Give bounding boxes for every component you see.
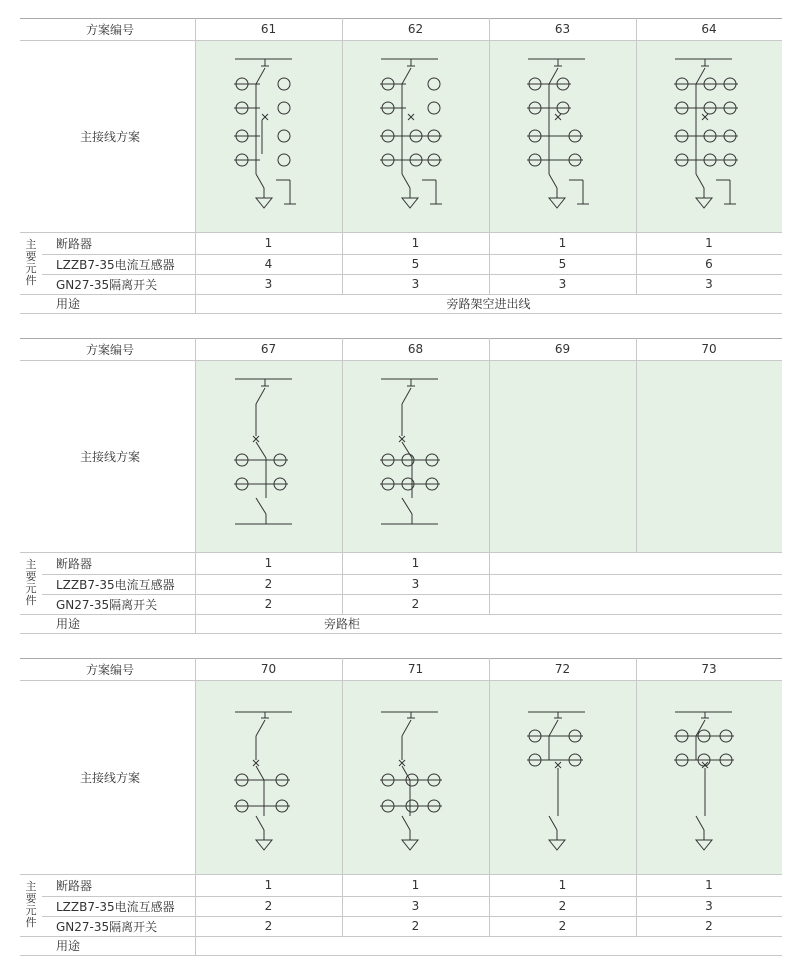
ct-count: 2: [264, 577, 273, 591]
ct-count: 5: [558, 257, 567, 271]
scheme-number: 68: [407, 342, 424, 356]
ct-label: LZZB7-35电流互感器: [56, 577, 175, 592]
wiring-label: 主接线方案: [79, 449, 140, 464]
switch-count: 3: [264, 277, 273, 291]
scheme-number: 73: [701, 662, 717, 676]
switch-count: 2: [411, 919, 420, 933]
breaker-count: 1: [558, 236, 567, 250]
breaker-count: 1: [411, 556, 420, 570]
usage-label: 用途: [56, 297, 81, 311]
scheme-no-label: 方案编号: [85, 342, 134, 357]
scheme-table-3: [20, 656, 782, 956]
breaker-count: 1: [264, 878, 273, 892]
scheme-number: 67: [260, 342, 277, 356]
ct-label: LZZB7-35电流互感器: [56, 899, 175, 914]
wiring-diagram-72: [523, 696, 613, 866]
wiring-diagram-62: [376, 54, 466, 224]
scheme-number: 61: [260, 22, 277, 36]
ct-label: LZZB7-35电流互感器: [56, 257, 175, 272]
switch-label: GN27-35隔离开关: [56, 919, 158, 934]
scheme-number: 64: [701, 22, 717, 36]
scheme-number: 69: [554, 342, 571, 356]
breaker-count: 1: [411, 236, 420, 250]
scheme-number: 62: [407, 22, 424, 36]
switch-count: 2: [264, 919, 273, 933]
switch-count: 2: [264, 597, 273, 611]
switch-label: GN27-35隔离开关: [56, 597, 158, 612]
wiring-diagram-71: [376, 696, 466, 866]
wiring-diagram-73: [670, 696, 760, 866]
main-parts-label: 主 要 元 件: [25, 238, 37, 287]
switch-count: 3: [705, 277, 713, 291]
ct-count: 4: [264, 257, 273, 271]
ct-count: 3: [411, 899, 420, 913]
main-parts-label: 主 要 元 件: [25, 558, 37, 607]
wiring-diagram-64: [670, 54, 760, 224]
usage-label: 用途: [56, 617, 81, 631]
breaker-label: 断路器: [56, 878, 93, 893]
ct-count: 3: [411, 577, 420, 591]
breaker-count: 1: [411, 878, 420, 892]
breaker-label: 断路器: [56, 556, 93, 571]
main-parts-label: 主 要 元 件: [25, 880, 37, 929]
switch-count: 2: [411, 597, 420, 611]
wiring-label: 主接线方案: [79, 129, 140, 144]
ct-count: 6: [705, 257, 713, 271]
wiring-diagram-63: [523, 54, 613, 224]
scheme-number: 70: [701, 342, 717, 356]
breaker-count: 1: [558, 878, 567, 892]
scheme-table-2: [20, 336, 782, 634]
breaker-count: 1: [264, 556, 273, 570]
breaker-count: 1: [705, 236, 713, 250]
wiring-diagram-68: [376, 374, 466, 544]
wiring-diagram-61: [230, 54, 320, 224]
scheme-number: 72: [554, 662, 571, 676]
scheme-number: 70: [260, 662, 277, 676]
wiring-diagram-70: [230, 696, 320, 866]
switch-label: GN27-35隔离开关: [56, 277, 158, 292]
ct-count: 2: [558, 899, 567, 913]
wiring-diagram-67: [230, 374, 320, 544]
switch-count: 3: [558, 277, 567, 291]
usage-value: 旁路架空进出线: [446, 297, 531, 311]
ct-count: 5: [411, 257, 420, 271]
ct-count: 3: [705, 899, 713, 913]
switch-count: 2: [705, 919, 713, 933]
switch-count: 3: [411, 277, 420, 291]
ct-count: 2: [264, 899, 273, 913]
usage-value: 旁路柜: [323, 617, 360, 631]
scheme-no-label: 方案编号: [85, 662, 134, 677]
scheme-table-1: [20, 16, 782, 314]
breaker-count: 1: [264, 236, 273, 250]
scheme-number: 71: [407, 662, 424, 676]
breaker-count: 1: [705, 878, 713, 892]
breaker-label: 断路器: [56, 236, 93, 251]
scheme-number: 63: [554, 22, 571, 36]
scheme-no-label: 方案编号: [85, 22, 134, 37]
switch-count: 2: [558, 919, 567, 933]
usage-label: 用途: [56, 939, 81, 953]
wiring-label: 主接线方案: [79, 770, 140, 785]
